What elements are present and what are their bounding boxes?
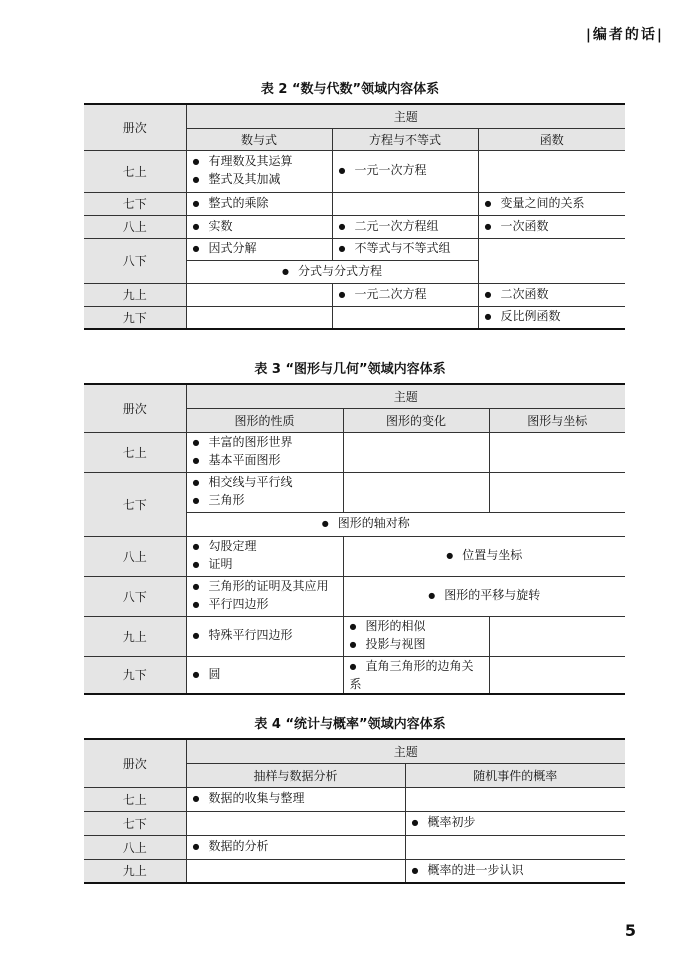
content-cell [478,215,625,238]
span-cell [343,536,625,576]
content-cell [186,811,405,835]
content-cell [478,192,625,215]
volume-cell: 九下 [84,306,186,329]
content-cell [186,283,332,306]
list-item: ● 一元二次方程 [339,286,472,304]
span-cell [343,576,625,616]
list-item: ● 图形的平移与旋转 [428,587,540,605]
volume-cell: 八上 [84,536,186,576]
table-row [84,835,625,859]
content-cell [186,616,343,656]
content-cell [489,656,625,694]
header-topic: 主题 [186,739,625,763]
subheader: 图形的性质 [186,408,343,432]
header-topic: 主题 [186,104,625,128]
list-item: ● 三角形的证明及其应用 [193,578,337,596]
table-row [84,432,625,472]
content-cell [343,656,489,694]
content-cell [186,192,332,215]
list-item: ● 二元一次方程组 [339,218,472,236]
table-row [84,215,625,238]
volume-cell: 九上 [84,616,186,656]
subheader: 图形的变化 [343,408,489,432]
list-item: ● 变量之间的关系 [485,195,620,213]
content-cell [405,811,625,835]
table3-title: 表 3 “图形与几何”领域内容体系 [254,362,446,377]
content-cell [186,306,332,329]
table-row [84,859,625,883]
volume-cell: 八下 [84,238,186,283]
list-item: ● 概率的进一步认识 [412,862,620,880]
header-topic: 主题 [186,384,625,408]
content-cell [186,859,405,883]
subheader: 数与式 [186,128,332,150]
content-cell [186,432,343,472]
list-item: ● 二次函数 [485,286,620,304]
list-item: ● 分式与分式方程 [193,263,472,281]
content-cell [332,306,478,329]
volume-cell: 八上 [84,835,186,859]
table4 [84,738,625,884]
list-item: ● 平行四边形 [193,596,337,614]
content-cell [405,835,625,859]
list-item: ● 反比例函数 [485,308,620,326]
volume-cell: 八下 [84,576,186,616]
volume-cell: 七上 [84,150,186,192]
content-cell [489,432,625,472]
chapter-header-mark: |编者的话| [585,27,664,43]
content-cell [186,576,343,616]
header-volume: 册次 [84,384,186,432]
content-cell [186,472,343,512]
list-item: ● 一元一次方程 [339,162,472,180]
list-item: ● 因式分解 [193,240,326,258]
content-cell [405,859,625,883]
table-row [84,787,625,811]
content-cell [343,472,489,512]
volume-cell: 七上 [84,432,186,472]
list-item: ● 丰富的图形世界 [193,434,337,452]
list-item: ● 圆 [193,666,337,684]
content-cell [186,536,343,576]
content-cell [186,787,405,811]
list-item: ● 整式及其加减 [193,171,326,189]
content-cell [332,215,478,238]
content-cell [478,150,625,192]
table-row [84,536,625,576]
volume-cell: 七上 [84,787,186,811]
table3 [84,383,625,695]
subheader: 抽样与数据分析 [186,763,405,787]
volume-cell: 七下 [84,811,186,835]
header-volume: 册次 [84,104,186,150]
list-item: ● 位置与坐标 [446,547,522,565]
table-row [84,656,625,694]
table-row [84,472,625,512]
list-item: ● 相交线与平行线 [193,474,337,492]
table-row [84,576,625,616]
list-item: ● 证明 [193,556,337,574]
list-item: ● 三角形 [193,492,337,510]
subheader: 函数 [478,128,625,150]
content-cell [478,306,625,329]
content-cell [332,192,478,215]
content-cell [478,283,625,306]
volume-cell: 九上 [84,859,186,883]
list-item: ● 概率初步 [412,814,620,832]
volume-cell: 九上 [84,283,186,306]
content-cell [186,215,332,238]
list-item: ● 有理数及其运算 [193,153,326,171]
content-cell [186,150,332,192]
list-item: ● 一次函数 [485,218,620,236]
content-cell [186,238,332,260]
list-item: ● 图形的相似 [350,618,483,636]
volume-cell: 九下 [84,656,186,694]
table2-title: 表 2 “数与代数”领域内容体系 [260,82,440,97]
content-cell [405,787,625,811]
content-cell [332,150,478,192]
list-item: ● 不等式与不等式组 [339,240,472,258]
table-row [84,811,625,835]
table-row [84,616,625,656]
content-cell [478,238,625,283]
table-row [84,192,625,215]
table2 [84,103,625,330]
table4-title: 表 4 “统计与概率”领域内容体系 [254,717,446,732]
content-cell [343,432,489,472]
subheader: 随机事件的概率 [405,763,625,787]
page-number: 5 [624,921,636,940]
span-cell [186,512,625,536]
list-item: ● 图形的轴对称 [322,515,410,533]
list-item: ● 数据的分析 [193,838,399,856]
volume-cell: 八上 [84,215,186,238]
header-volume: 册次 [84,739,186,787]
subheader: 图形与坐标 [489,408,625,432]
list-item: ● 特殊平行四边形 [193,627,337,645]
list-item: ● 实数 [193,218,326,236]
content-cell [489,472,625,512]
content-cell [186,835,405,859]
table-row [84,238,625,260]
table-row [84,150,625,192]
content-cell [332,238,478,260]
table-row [84,283,625,306]
volume-cell: 七下 [84,472,186,536]
list-item: ● 勾股定理 [193,538,337,556]
content-cell [332,283,478,306]
content-cell [489,616,625,656]
list-item: ● 整式的乘除 [193,195,326,213]
table-row [84,306,625,329]
volume-cell: 七下 [84,192,186,215]
span-cell [186,260,478,283]
content-cell [186,656,343,694]
list-item: ● 数据的收集与整理 [193,790,399,808]
subheader: 方程与不等式 [332,128,478,150]
content-cell [343,616,489,656]
list-item: ● 直角三角形的边角关系 [350,658,483,692]
list-item: ● 基本平面图形 [193,452,337,470]
list-item: ● 投影与视图 [350,636,483,654]
